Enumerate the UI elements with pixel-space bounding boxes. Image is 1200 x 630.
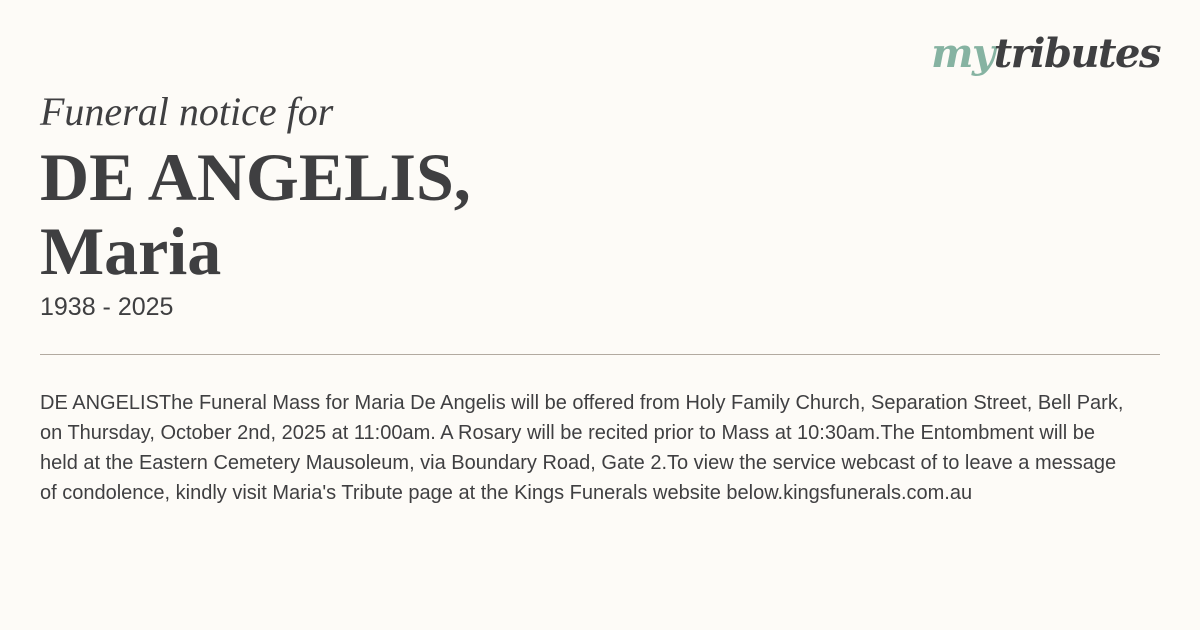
- life-years: 1938 - 2025: [40, 293, 174, 321]
- notice-body: DE ANGELISThe Funeral Mass for Maria De Angelis will be offered from Holy Family Church, Separation Street, Bell Park, on Thursday, October 2nd, 2025 at 11:00am. A Rosary will be recited prior to Mass at 10:30am.The Entombment will be held at the Eastern Cemetery Mausoleum, via Boundary Road, Gate 2.To view the service webcast of to leave a message of condolence, kindly visit Maria's Tribute page at the Kings Funerals website below.kingsfunerals.com.au: [40, 392, 1124, 504]
- deceased-name: [40, 140, 471, 288]
- deceased-surname: DE ANGELIS,: [40, 139, 471, 215]
- logo-my-text: my: [931, 30, 994, 77]
- section-divider: [40, 354, 1160, 355]
- notice-subtitle: Funeral notice for: [40, 89, 334, 134]
- mytributes-logo[interactable]: [931, 30, 1160, 77]
- logo-tributes-text: tributes: [993, 30, 1160, 77]
- deceased-given-name: Maria: [40, 213, 222, 289]
